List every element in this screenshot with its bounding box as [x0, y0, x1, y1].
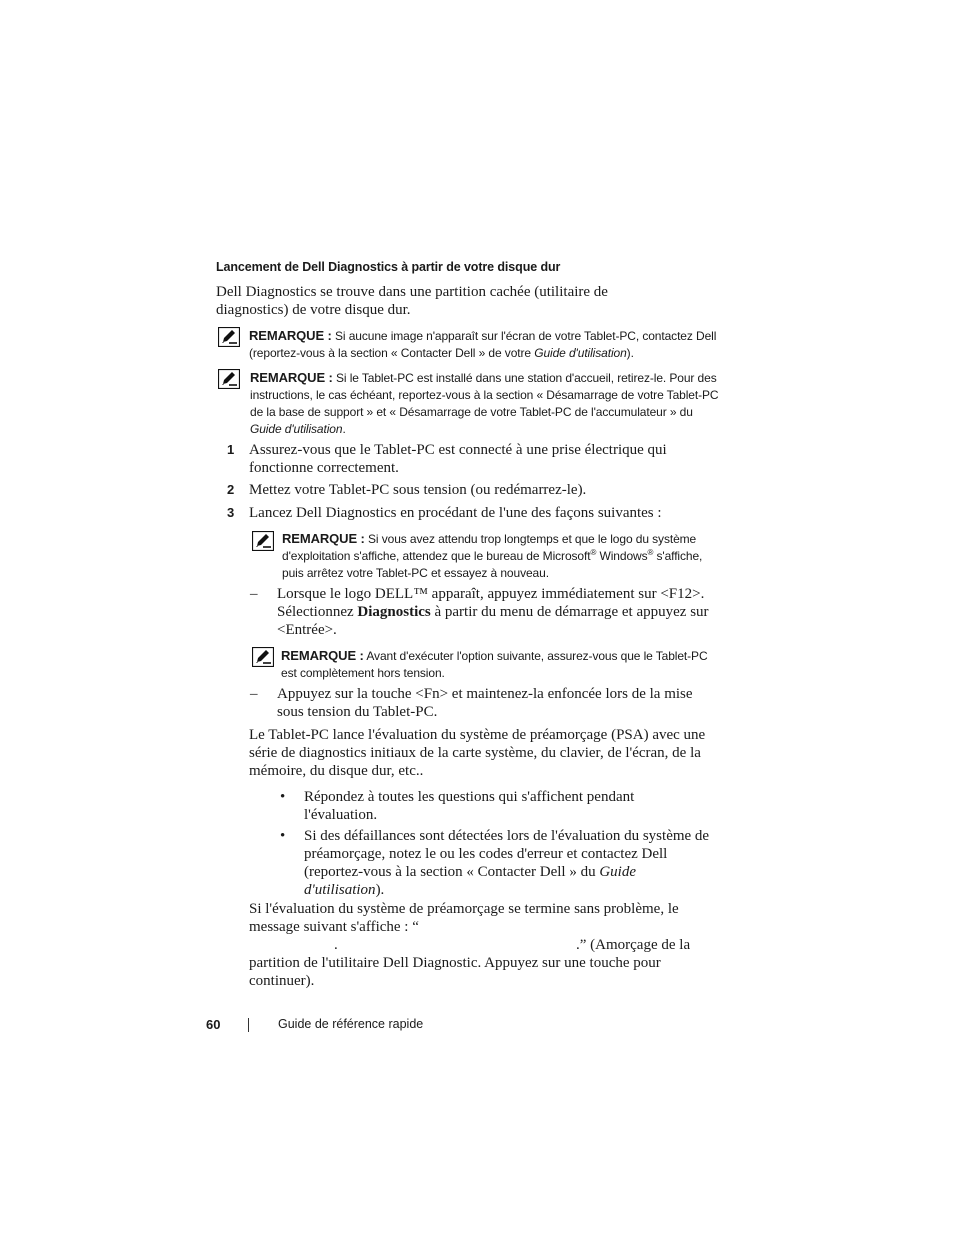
note-1-text: Si aucune image n'apparaît sur l'écran de votre Tablet-PC, contactez Dell (reportez-vous à la section « Contacter Dell » de votre — [249, 329, 717, 360]
bullet-marker: • — [280, 828, 286, 844]
note-1-italic: Guide d'utilisation — [534, 346, 627, 360]
note-pencil-icon — [218, 369, 240, 389]
registered-mark: ® — [590, 548, 597, 557]
dash-1-bold: Diagnostics — [357, 604, 431, 620]
dash-marker: – — [250, 686, 258, 702]
final-paragraph-end: .” (Amorçage de la partition de l'utilitaire Dell Diagnostic. Appuyez sur une touche pour continuer). — [249, 937, 691, 989]
note-2 — [250, 369, 720, 438]
dash-1-text-b: à partir du menu de démarrage et appuyez sur <Entrée>. — [277, 604, 709, 638]
note-3-text-b: Windows — [596, 549, 648, 563]
note-label: REMARQUE : — [249, 328, 332, 343]
note-label: REMARQUE : — [250, 370, 333, 385]
step-number: 3 — [227, 505, 235, 520]
dash-marker: – — [250, 586, 258, 602]
dash-item-1 — [277, 585, 717, 639]
note-3-text-a: Si vous avez attendu trop longtemps et que le logo du système d'exploitation s'affiche, attendez que le bureau de Microsoft — [282, 532, 697, 563]
bullet-2-text: Si des défaillances sont détectées lors de l'évaluation du système de préamorçage, notez le ou les codes d'erreur et contactez Dell (reportez-vous à la section « Contacter Dell » du — [304, 828, 710, 880]
page-number: 60 — [206, 1017, 221, 1032]
footer-separator — [248, 1018, 249, 1032]
note-label: REMARQUE : — [282, 531, 365, 546]
step-text: Mettez votre Tablet-PC sous tension (ou redémarrez-le). — [249, 482, 587, 498]
step-number: 1 — [227, 442, 235, 457]
bullet-2-italic: Guide d'utilisation — [304, 864, 636, 898]
note-4-text: Avant d'exécuter l'option suivante, assurez-vous que le Tablet-PC est complètement hors tension. — [281, 649, 708, 680]
final-paragraph-start: Si l'évaluation du système de préamorçage se termine sans problème, le message suivant s'affiche : “ — [249, 901, 679, 935]
note-4 — [281, 647, 721, 682]
note-2-text: Si le Tablet-PC est installé dans une station d'accueil, retirez-le. Pour des instructions, le cas échéant, reportez-vous à la section « Désamarrage de votre Tablet-PC de la base de support » et « Désamarrage de votre Tablet-PC de l'accumulateur » du — [250, 371, 719, 419]
note-3-text-c: s'affiche, puis arrêtez votre Tablet-PC et essayez à nouveau. — [282, 549, 703, 580]
dash-item-2: Appuyez sur la touche <Fn> et maintenez-la enfoncée lors de la mise sous tension du Tablet-PC. — [277, 686, 693, 720]
bullet-2-end: ). — [375, 882, 385, 898]
registered-mark: ® — [647, 548, 654, 557]
dash-1-text-a: Lorsque le logo DELL™ apparaît, appuyez immédiatement sur <F12>. Sélectionnez — [277, 586, 705, 620]
note-label: REMARQUE : — [281, 648, 364, 663]
note-3 — [282, 530, 722, 582]
bullet-item: Répondez à toutes les questions qui s'affichent pendant l'évaluation. — [304, 789, 635, 823]
note-pencil-icon — [218, 327, 240, 347]
step-text: Assurez-vous que le Tablet-PC est connecté à une prise électrique qui fonctionne correctement. — [249, 442, 667, 476]
note-1-end: ). — [626, 346, 634, 360]
bullet-item — [304, 827, 714, 899]
note-pencil-icon — [252, 531, 274, 551]
bullet-marker: • — [280, 789, 286, 805]
final-paragraph-dot: . — [334, 937, 338, 953]
note-pencil-icon — [252, 647, 274, 667]
step-number: 2 — [227, 482, 235, 497]
note-2-italic: Guide d'utilisation — [250, 422, 343, 436]
section-heading: Lancement de Dell Diagnostics à partir de votre disque dur — [216, 260, 561, 274]
note-2-end: . — [342, 422, 346, 436]
note-1 — [249, 327, 719, 362]
footer-title: Guide de référence rapide — [278, 1017, 424, 1031]
intro-paragraph: Dell Diagnostics se trouve dans une partition cachée (utilitaire de diagnostics) de votre disque dur. — [216, 284, 608, 318]
step-text: Lancez Dell Diagnostics en procédant de l'une des façons suivantes : — [249, 505, 662, 521]
psa-paragraph: Le Tablet-PC lance l'évaluation du système de préamorçage (PSA) avec une série de diagnostics initiaux de la carte système, du clavier, de l'écran, de la mémoire, du disque dur, etc.. — [249, 727, 706, 779]
